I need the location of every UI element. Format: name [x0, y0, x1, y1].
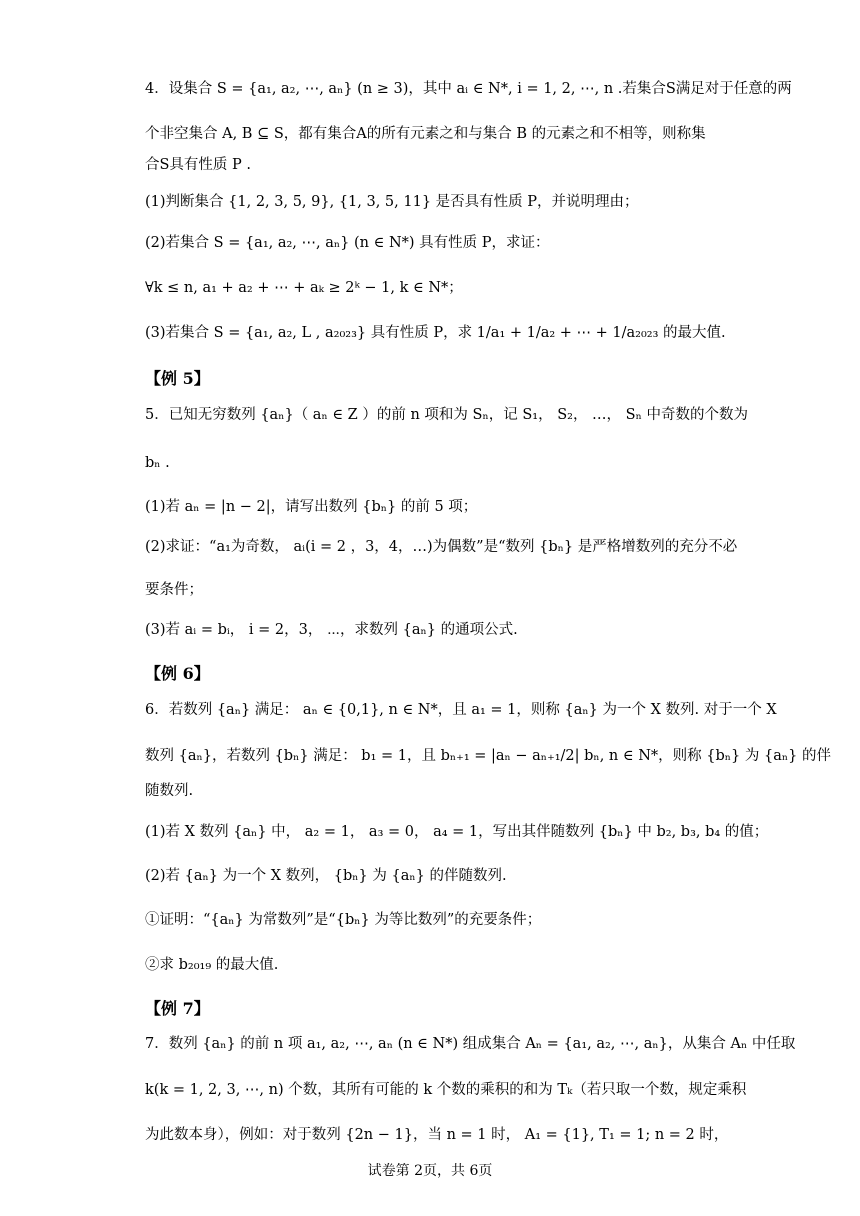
example-5-heading: 【例 5】 — [145, 369, 210, 388]
problem-6-line-2: 数列 {aₙ}，若数列 {bₙ} 满足： b₁ = 1，且 bₙ₊₁ = |aₙ − aₙ₊₁/2| bₙ, n ∈ N*，则称 {bₙ} 为 {aₙ} 的伴 — [145, 748, 831, 764]
problem-6-line-3: 随数列. — [145, 783, 194, 799]
problem-5-part-2-cont: 要条件； — [145, 582, 203, 598]
problem-5-line-2: bₙ . — [145, 455, 170, 471]
problem-5-part-3: (3)若 aᵢ = bᵢ， i = 2，3， ⋯，求数列 {aₙ} 的通项公式. — [145, 622, 518, 638]
problem-4-line-3: 合S具有性质 P . — [145, 157, 252, 173]
problem-4-line-1: 4．设集合 S = {a₁, a₂, ⋯, aₙ} (n ≥ 3)，其中 aᵢ ∈ N*, i = 1, 2, ⋯, n .若集合S满足对于任意的两 — [145, 81, 792, 97]
problem-5-part-2: (2)求证：“a₁为奇数， aᵢ(i = 2 ，3，4，…)为偶数”是“数列 {bₙ} 是严格增数列的充分不必 — [145, 539, 738, 555]
example-6-heading: 【例 6】 — [145, 664, 210, 683]
problem-6-line-1: 6．若数列 {aₙ} 满足： aₙ ∈ {0,1}, n ∈ N*，且 a₁ = 1，则称 {aₙ} 为一个 X 数列. 对于一个 X — [145, 702, 777, 718]
problem-6-part-1: (1)若 X 数列 {aₙ} 中， a₂ = 1， a₃ = 0， a₄ = 1，写出其伴随数列 {bₙ} 中 b₂, b₃, b₄ 的值； — [145, 824, 769, 840]
example-7-heading: 【例 7】 — [145, 999, 210, 1018]
problem-5-line-1: 5．已知无穷数列 {aₙ}（ aₙ ∈ Z ）的前 n 项和为 Sₙ，记 S₁， S₂， …， Sₙ 中奇数的个数为 — [145, 407, 748, 423]
problem-7-line-3: 为此数本身），例如：对于数列 {2n − 1}，当 n = 1 时， A₁ = {1}, T₁ = 1; n = 2 时， — [145, 1127, 729, 1143]
problem-4-part-2-inequality: ∀k ≤ n, a₁ + a₂ + ⋯ + aₖ ≥ 2ᵏ − 1, k ∈ N*； — [145, 280, 463, 296]
problem-7-line-1: 7．数列 {aₙ} 的前 n 项 a₁, a₂, ⋯, aₙ (n ∈ N*) 组成集合 Aₙ = {a₁, a₂, ⋯, aₙ}，从集合 Aₙ 中任取 — [145, 1036, 796, 1052]
problem-6-claim-2: ②求 b₂₀₁₉ 的最大值. — [145, 957, 279, 973]
problem-6-claim-1: ①证明：“{aₙ} 为常数列”是“{bₙ} 为等比数列”的充要条件； — [145, 912, 542, 928]
problem-4-part-1: (1)判断集合 {1, 2, 3, 5, 9}, {1, 3, 5, 11} 是否具有性质 P，并说明理由； — [145, 194, 639, 210]
problem-4-line-2: 个非空集合 A, B ⊆ S，都有集合A的所有元素之和与集合 B 的元素之和不相等，则称集 — [145, 126, 706, 142]
page-footer: 试卷第 2页，共 6页 — [367, 1163, 493, 1179]
problem-4-part-3: (3)若集合 S = {a₁, a₂, L , a₂₀₂₃} 具有性质 P，求 1/a₁ + 1/a₂ + ⋯ + 1/a₂₀₂₃ 的最大值. — [145, 325, 726, 341]
problem-4-part-2: (2)若集合 S = {a₁, a₂, ⋯, aₙ} (n ∈ N*) 具有性质 P，求证： — [145, 235, 550, 251]
problem-5-part-1: (1)若 aₙ = |n − 2|，请写出数列 {bₙ} 的前 5 项； — [145, 499, 478, 515]
problem-7-line-2: k(k = 1, 2, 3, ⋯, n) 个数，其所有可能的 k 个数的乘积的和为 Tₖ（若只取一个数，规定乘积 — [145, 1082, 747, 1098]
problem-6-part-2: (2)若 {aₙ} 为一个 X 数列， {bₙ} 为 {aₙ} 的伴随数列. — [145, 868, 507, 884]
